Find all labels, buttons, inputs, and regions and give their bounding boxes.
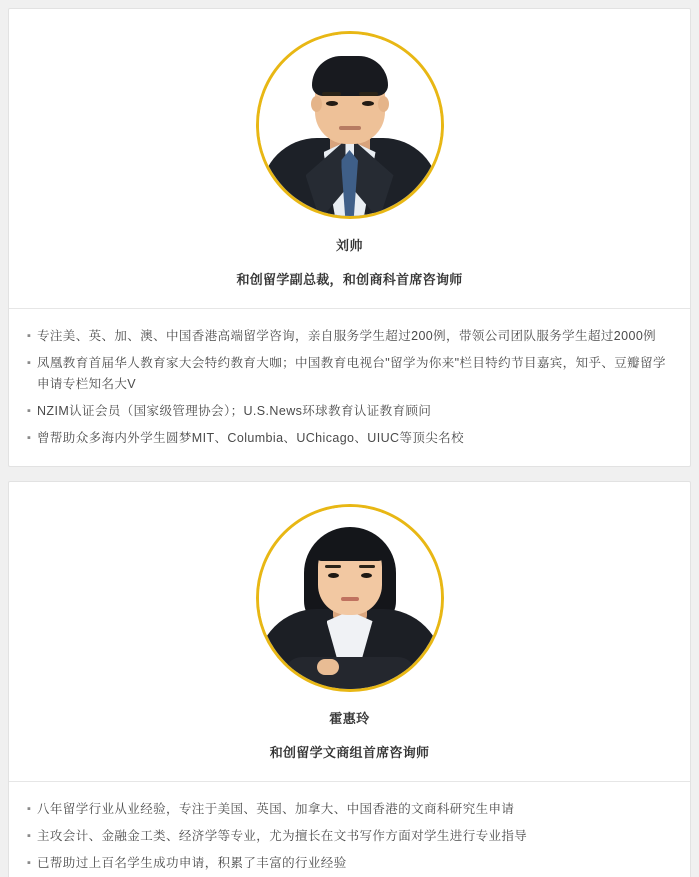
male-consultant-portrait — [256, 31, 444, 219]
list-item — [27, 398, 672, 425]
list-item-text: 专注美、英、加、澳、中国香港高端留学咨询，亲自服务学生超过200例，带领公司团队服务学生超过2000例 — [37, 329, 657, 343]
list-item — [27, 796, 672, 823]
list-item-text: 曾帮助众多海内外学生圆梦MIT、Columbia、UChicago、UIUC等顶尖名校 — [37, 431, 464, 445]
bullet-marker-icon: ▪ — [27, 803, 32, 815]
bullet-marker-icon: ▪ — [27, 405, 32, 417]
list-item — [27, 425, 672, 452]
list-item-text: 主攻会计、金融金工类、经济学等专业，尤为擅长在文书写作方面对学生进行专业指导 — [37, 829, 528, 843]
consultant-title: 和创留学文商组首席咨询师 — [269, 745, 430, 760]
portrait-wrapper — [9, 31, 690, 219]
bullet-marker-icon: ▪ — [27, 857, 32, 869]
bullet-marker-icon: ▪ — [27, 357, 32, 369]
female-consultant-portrait — [256, 504, 444, 692]
list-item — [27, 850, 672, 877]
consultant-card-liu-shuai — [8, 8, 691, 467]
bullet-marker-icon: ▪ — [27, 830, 32, 842]
consultant-bullet-list — [9, 782, 690, 877]
bullet-marker-icon: ▪ — [27, 432, 32, 444]
portrait-wrapper — [9, 504, 690, 692]
consultant-name: 霍惠玲 — [329, 711, 370, 726]
consultant-card-huo-huiling — [8, 481, 691, 877]
list-item — [27, 323, 672, 350]
list-item-text: 凤凰教育首届华人教育家大会特约教育大咖；中国教育电视台"留学为你来"栏目特约节目嘉宾，知乎、豆瓣留学申请专栏知名大V — [37, 356, 666, 391]
bullet-marker-icon: ▪ — [27, 330, 32, 342]
consultant-title: 和创留学副总裁，和创商科首席咨询师 — [236, 272, 463, 287]
consultant-name: 刘帅 — [335, 238, 363, 253]
list-item — [27, 823, 672, 850]
list-item-text: NZIM认证会员（国家级管理协会）；U.S.News环球教育认证教育顾问 — [37, 404, 432, 418]
list-item-text: 已帮助过上百名学生成功申请，积累了丰富的行业经验 — [37, 856, 347, 870]
list-item — [27, 350, 672, 398]
consultant-bullet-list — [9, 309, 690, 466]
list-item-text: 八年留学行业从业经验，专注于美国、英国、加拿大、中国香港的文商科研究生申请 — [37, 802, 515, 816]
